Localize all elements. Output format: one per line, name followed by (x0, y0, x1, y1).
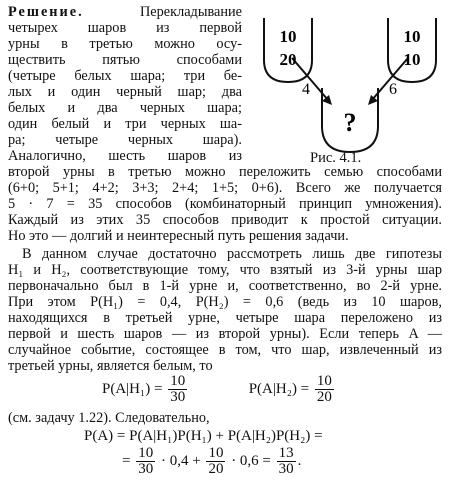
right-arrowhead (368, 95, 378, 105)
p1-line-0: второй урны в третью можно переложить семью способами (8, 164, 442, 180)
urn-figure (252, 4, 448, 170)
p2-line-5: первой и шесть шаров — из второй урны). Если теперь A — (8, 326, 442, 342)
right-urn-bottom: 10 (403, 50, 421, 69)
p2-line-3: При этом P(H₁) = 0,4, P(H₂) = 0,6 (ведь из 10 шаров, (8, 294, 442, 310)
formula-conditional (102, 374, 336, 405)
p2-line-1: H₁ и H₂, соответствующие тому, что взятый из 3-й урны шар (8, 262, 442, 278)
p1-line-1: (6+0; 5+1; 4+2; 3+3; 2+4; 1+5; 0+6). Всего же получается (8, 180, 442, 196)
p1-line-3: Каждый из этих 35 способов приводит к простой ситуации. (8, 212, 442, 228)
formula-b-lhs: P(A|H₂) = (248, 380, 310, 397)
urns-diagram (252, 4, 448, 170)
target-urn-question: ? (343, 108, 357, 137)
p1-line-4: Но это — долгий и неинтересный путь решения задачи. (8, 228, 349, 244)
right-arrow-label: 6 (389, 81, 397, 98)
left-urn-bottom: 20 (279, 50, 297, 69)
right-urn-top: 10 (403, 27, 421, 46)
reference-line: (см. задачу 1.22). Следовательно, (8, 410, 210, 426)
figure-caption: Рис. 4.1. (310, 150, 362, 166)
p2-line-4: находящихся в третьей урне, четыре шара переложено из (8, 310, 442, 326)
narrow-line-9: Аналогично, шесть шаров из (8, 148, 242, 164)
narrow-line-5: лых и один черный шар; два (8, 84, 242, 100)
p1-line-2: 5 · 7 = 35 способов (комбинаторный принцип умножения). (8, 196, 442, 212)
fraction-2: $\frac{10}{20}$ (208, 445, 224, 477)
solution-heading: Решение. (8, 4, 84, 20)
narrow-line-7: один белый и три черных ша- (8, 116, 242, 132)
narrow-line-6: белых и два черных шара; (8, 100, 242, 116)
formula-total-prob-line1: P(A) = P(A|H₁)P(H₁) + P(A|H₂)P(H₂) = (84, 428, 323, 444)
narrow-line-4: (четыре белых шара; три бе- (8, 68, 242, 84)
p2-line-0: В данном случае достаточно рассмотреть лишь две гипотезы (22, 246, 442, 262)
fraction-result: $\frac{13}{30}$ (278, 445, 294, 477)
p2-line-7: третьей урны, является белым, то (8, 358, 213, 374)
narrow-line-0: Решение. Перекладывание (8, 4, 242, 20)
left-urn-top: 10 (279, 27, 297, 46)
narrow-line-1: четырех шаров из первой (8, 20, 242, 36)
formula-a-lhs: P(A|H₁) = (102, 380, 163, 397)
left-arrow (292, 58, 328, 100)
p2-line-2: первоначально был в 1-й урне и, соответственно, во 2-й урне. (8, 278, 442, 294)
narrow-line-2: урны в третью можно осу- (8, 36, 242, 52)
p2-line-6: случайное событие, состоящее в том, что шар, извлеченный из (8, 342, 442, 358)
formula-total-prob-line2: = $\frac{10}{30}$ · 0,4 + $\frac{10}{20}$ · 0,6 = $\frac{13}{30}$ . (122, 445, 302, 477)
fraction-a: $\frac{10}{30}$ (170, 373, 186, 405)
fraction-1: $\frac{10}{30}$ (138, 445, 154, 477)
left-arrow-label: 4 (302, 81, 310, 98)
narrow-line-3: ществить пятью способами (8, 52, 242, 68)
left-arrowhead (322, 95, 332, 105)
fraction-b: $\frac{10}{20}$ (316, 373, 332, 405)
narrow-line-8: ра; четыре черных шара). (8, 132, 242, 148)
